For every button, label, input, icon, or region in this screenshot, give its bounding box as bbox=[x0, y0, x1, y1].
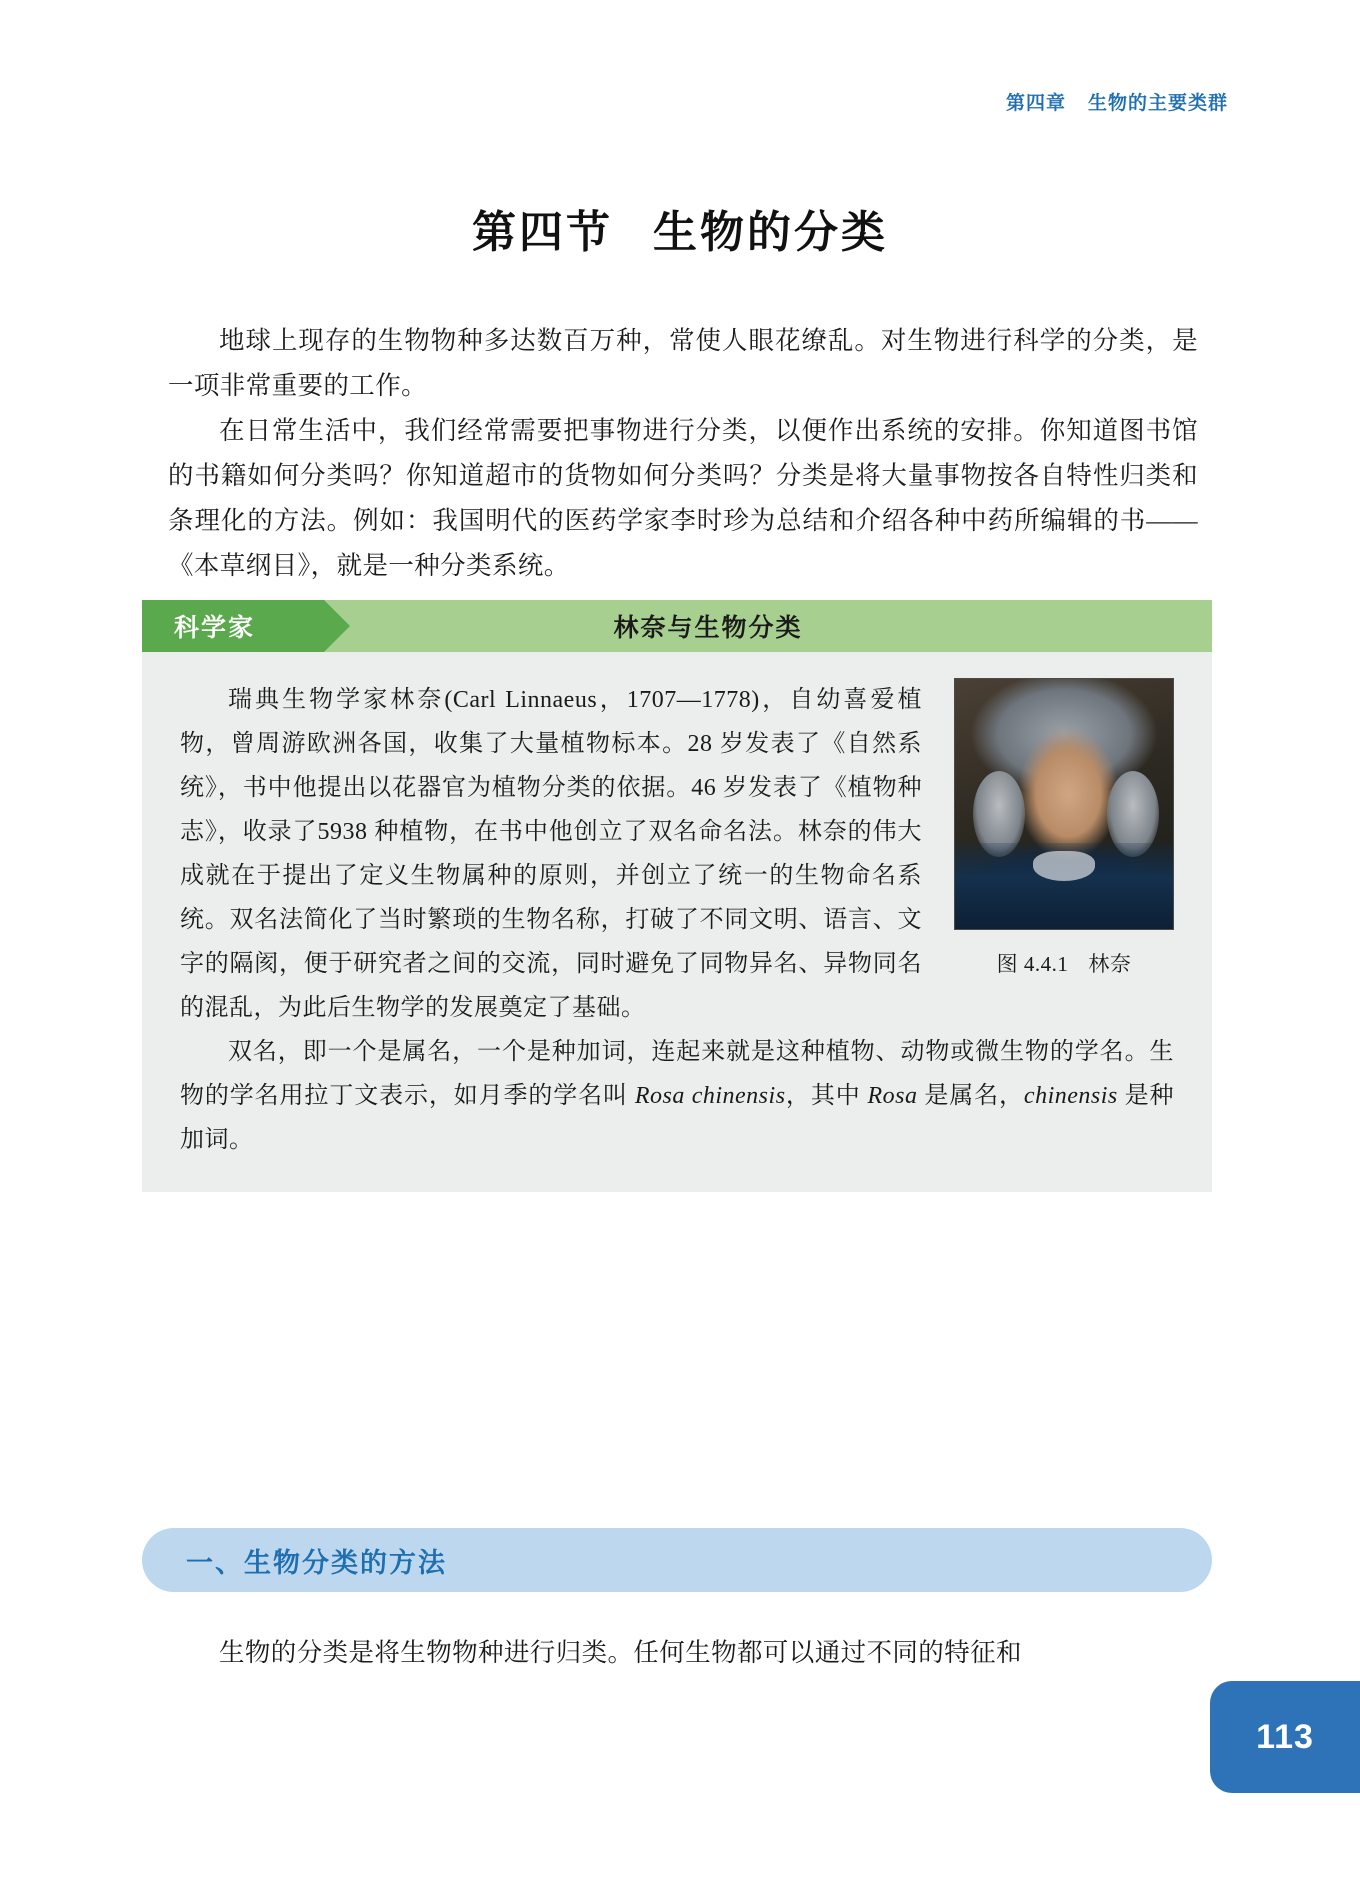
specific-epithet-chinensis: chinensis bbox=[1023, 1083, 1118, 1109]
page-number-tab bbox=[1210, 1681, 1360, 1793]
paragraph-text-part-1: 双名，即一个是属名，一个是种加词，连起来就是这种植物、动物或微生物的学名。生物的学名用拉丁文表示，如月季的学名叫 bbox=[180, 1039, 1174, 1109]
figure-caption bbox=[954, 942, 1174, 986]
running-head-title: 生物的主要类群 bbox=[1087, 93, 1228, 114]
intro-paragraph-1 bbox=[168, 318, 1198, 408]
subsection-heading bbox=[142, 1528, 1212, 1592]
paragraph-text: 地球上现存的生物物种多达数百万种，常使人眼花缭乱。对生物进行科学的分类，是一项非常重要的工作。 bbox=[168, 326, 1198, 400]
scientist-box-tag: 科学家 bbox=[142, 600, 324, 652]
intro-paragraph-2 bbox=[168, 408, 1198, 588]
paragraph-text-part-4: 是种加词。 bbox=[180, 1083, 1175, 1153]
running-head-chapter: 第四章 bbox=[1005, 93, 1066, 114]
species-name-rosa-chinensis: Rosa chinensis bbox=[634, 1083, 786, 1109]
page-title bbox=[0, 196, 1360, 260]
page-number: 113 bbox=[1256, 1717, 1314, 1756]
paragraph-text-part-2: ，其中 bbox=[785, 1083, 868, 1109]
subsection-paragraph-1 bbox=[168, 1630, 1198, 1675]
figure-caption-text: 林奈 bbox=[1088, 952, 1132, 976]
genus-name-rosa: Rosa bbox=[867, 1083, 918, 1109]
figure-label: 图 4.4.1 bbox=[996, 952, 1069, 976]
paragraph-text: 在日常生活中，我们经常需要把事物进行分类，以便作出系统的安排。你知道图书馆的书籍如何分类吗？你知道超市的货物如何分类吗？分类是将大量事物按各自特性归类和条理化的方法。例如：我国明代的医药学家李时珍为总结和介绍各种中药所编辑的书——《本草纲目》，就是一种分类系统。 bbox=[168, 416, 1198, 580]
running-head bbox=[1006, 88, 1228, 115]
scientist-box-header bbox=[142, 600, 1212, 652]
paragraph-text: 生物的分类是将生物物种进行归类。任何生物都可以通过不同的特征和 bbox=[219, 1638, 1022, 1667]
portrait-collar bbox=[1033, 851, 1095, 881]
figure-linnaeus bbox=[954, 678, 1174, 986]
subsection-heading-text: 一、生物分类的方法 bbox=[186, 1547, 447, 1578]
section-title-text: 生物的分类 bbox=[653, 208, 888, 257]
scientist-feature-box bbox=[142, 600, 1212, 1192]
section-number: 第四节 bbox=[472, 208, 613, 257]
scientist-paragraph-2 bbox=[180, 1030, 1174, 1162]
portrait-image bbox=[954, 678, 1174, 930]
paragraph-text: 瑞典生物学家林奈(Carl Linnaeus，1707—1778)，自幼喜爱植物，曾周游欧洲各国，收集了大量植物标本。28 岁发表了《自然系统》，书中他提出以花器官为植物分类的依据。46 岁发表了《植物种志》，收录了5938 种植物，在书中他创立了双名命名法。林奈的伟大成就在于提出了定义生物属种的原则，并创立了统一的生物命名系统。双名法简化了当时繁琐的生物名称，打破了不同文明、语言、文字的隔阂，便于研究者之间的交流，同时避免了同物异名、异物同名的混乱，为此后生物学的发展奠定了基础。 bbox=[180, 687, 922, 1021]
scientist-box-title: 林奈与生物分类 bbox=[613, 614, 803, 642]
paragraph-text-part-3: 是属名， bbox=[917, 1083, 1024, 1109]
scientist-box-body bbox=[142, 652, 1212, 1192]
